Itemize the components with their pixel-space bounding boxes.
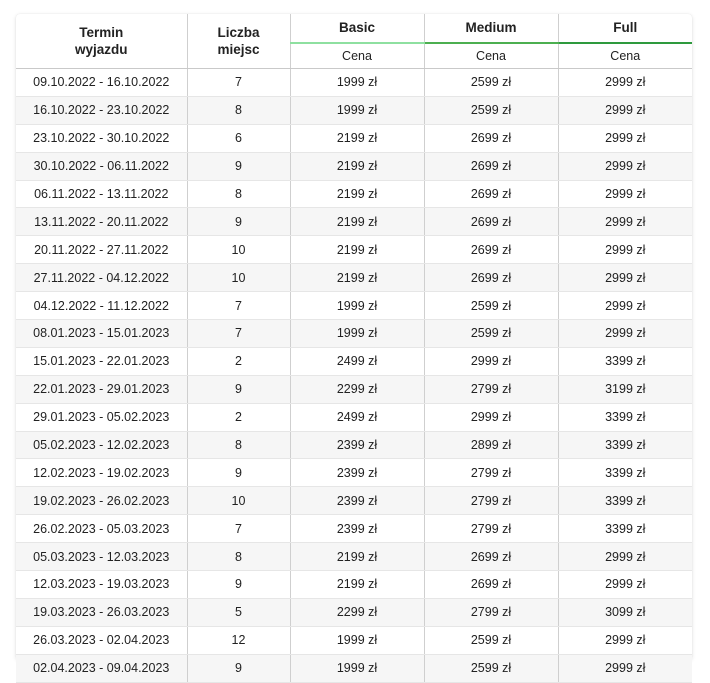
seats-cell: 10 — [187, 264, 290, 292]
price-table — [16, 14, 692, 683]
full-price-cell: 2999 zł — [558, 571, 692, 599]
departure-date-cell: 02.04.2023 - 09.04.2023 — [16, 654, 187, 682]
full-price-cell: 2999 zł — [558, 152, 692, 180]
medium-price-cell: 2799 zł — [424, 375, 558, 403]
basic-price-cell: 2399 zł — [290, 515, 424, 543]
medium-price-cell: 2799 zł — [424, 459, 558, 487]
full-price-cell: 2999 zł — [558, 236, 692, 264]
medium-price-cell: 2599 zł — [424, 320, 558, 348]
table-row — [16, 487, 692, 515]
basic-price-cell: 2199 zł — [290, 543, 424, 571]
seats-cell: 7 — [187, 515, 290, 543]
departure-date-cell: 09.10.2022 - 16.10.2022 — [16, 69, 187, 97]
departure-date-cell: 15.01.2023 - 22.01.2023 — [16, 347, 187, 375]
departure-date-cell: 06.11.2022 - 13.11.2022 — [16, 180, 187, 208]
medium-price-cell: 2799 zł — [424, 487, 558, 515]
table-row — [16, 543, 692, 571]
price-table-card — [16, 14, 692, 676]
basic-price-cell: 2299 zł — [290, 375, 424, 403]
basic-price-cell: 2399 zł — [290, 487, 424, 515]
departure-date-cell: 29.01.2023 - 05.02.2023 — [16, 403, 187, 431]
basic-price-cell: 2199 zł — [290, 208, 424, 236]
departure-date-cell: 04.12.2022 - 11.12.2022 — [16, 292, 187, 320]
seats-cell: 9 — [187, 152, 290, 180]
basic-price-cell: 1999 zł — [290, 96, 424, 124]
full-price-cell: 2999 zł — [558, 69, 692, 97]
table-row — [16, 96, 692, 124]
seats-cell: 12 — [187, 626, 290, 654]
seats-cell: 10 — [187, 236, 290, 264]
table-body — [16, 69, 692, 683]
seats-cell: 5 — [187, 598, 290, 626]
departure-date-cell: 22.01.2023 - 29.01.2023 — [16, 375, 187, 403]
basic-price-cell: 2499 zł — [290, 403, 424, 431]
seats-cell: 8 — [187, 180, 290, 208]
header-medium: Medium — [424, 14, 558, 43]
full-price-cell: 3399 zł — [558, 403, 692, 431]
medium-price-cell: 2699 zł — [424, 124, 558, 152]
table-row — [16, 626, 692, 654]
full-price-cell: 2999 zł — [558, 626, 692, 654]
full-price-cell: 3399 zł — [558, 459, 692, 487]
header-departure-date — [16, 14, 187, 69]
basic-price-cell: 2299 zł — [290, 598, 424, 626]
header-full-price: Cena — [558, 43, 692, 69]
header-seats — [187, 14, 290, 69]
table-row — [16, 459, 692, 487]
seats-cell: 6 — [187, 124, 290, 152]
departure-date-cell: 16.10.2022 - 23.10.2022 — [16, 96, 187, 124]
departure-date-cell: 20.11.2022 - 27.11.2022 — [16, 236, 187, 264]
table-row — [16, 375, 692, 403]
full-price-cell: 3399 zł — [558, 347, 692, 375]
table-row — [16, 69, 692, 97]
table-row — [16, 515, 692, 543]
table-row — [16, 598, 692, 626]
table-row — [16, 208, 692, 236]
departure-date-cell: 12.02.2023 - 19.02.2023 — [16, 459, 187, 487]
table-row — [16, 264, 692, 292]
basic-price-cell: 2199 zł — [290, 152, 424, 180]
seats-cell: 2 — [187, 403, 290, 431]
medium-price-cell: 2699 zł — [424, 208, 558, 236]
basic-price-cell: 1999 zł — [290, 654, 424, 682]
table-row — [16, 152, 692, 180]
departure-date-cell: 08.01.2023 - 15.01.2023 — [16, 320, 187, 348]
basic-price-cell: 2199 zł — [290, 180, 424, 208]
full-price-cell: 3399 zł — [558, 487, 692, 515]
medium-price-cell: 2999 zł — [424, 403, 558, 431]
basic-price-cell: 1999 zł — [290, 292, 424, 320]
medium-price-cell: 2699 zł — [424, 571, 558, 599]
departure-date-cell: 23.10.2022 - 30.10.2022 — [16, 124, 187, 152]
seats-cell: 10 — [187, 487, 290, 515]
table-row — [16, 124, 692, 152]
full-price-cell: 3399 zł — [558, 431, 692, 459]
medium-price-cell: 2599 zł — [424, 96, 558, 124]
medium-price-cell: 2699 zł — [424, 152, 558, 180]
seats-cell: 7 — [187, 292, 290, 320]
full-price-cell: 2999 zł — [558, 124, 692, 152]
full-price-cell: 2999 zł — [558, 292, 692, 320]
basic-price-cell: 1999 zł — [290, 69, 424, 97]
departure-date-cell: 12.03.2023 - 19.03.2023 — [16, 571, 187, 599]
basic-price-cell: 2499 zł — [290, 347, 424, 375]
table-row — [16, 292, 692, 320]
seats-cell: 8 — [187, 96, 290, 124]
full-price-cell: 2999 zł — [558, 543, 692, 571]
seats-cell: 9 — [187, 459, 290, 487]
departure-date-cell: 05.03.2023 - 12.03.2023 — [16, 543, 187, 571]
basic-price-cell: 1999 zł — [290, 626, 424, 654]
medium-price-cell: 2799 zł — [424, 515, 558, 543]
departure-date-cell: 26.02.2023 - 05.03.2023 — [16, 515, 187, 543]
departure-date-cell: 19.02.2023 - 26.02.2023 — [16, 487, 187, 515]
medium-price-cell: 2699 zł — [424, 264, 558, 292]
seats-cell: 9 — [187, 208, 290, 236]
table-row — [16, 320, 692, 348]
header-full: Full — [558, 14, 692, 43]
departure-date-cell: 13.11.2022 - 20.11.2022 — [16, 208, 187, 236]
full-price-cell: 2999 zł — [558, 208, 692, 236]
full-price-cell: 2999 zł — [558, 320, 692, 348]
table-row — [16, 571, 692, 599]
seats-cell: 8 — [187, 543, 290, 571]
table-row — [16, 236, 692, 264]
departure-date-cell: 27.11.2022 - 04.12.2022 — [16, 264, 187, 292]
medium-price-cell: 2599 zł — [424, 654, 558, 682]
medium-price-cell: 2899 zł — [424, 431, 558, 459]
header-basic-price: Cena — [290, 43, 424, 69]
departure-date-cell: 19.03.2023 - 26.03.2023 — [16, 598, 187, 626]
seats-cell: 8 — [187, 431, 290, 459]
medium-price-cell: 2799 zł — [424, 598, 558, 626]
full-price-cell: 2999 zł — [558, 264, 692, 292]
basic-price-cell: 2199 zł — [290, 571, 424, 599]
medium-price-cell: 2599 zł — [424, 69, 558, 97]
medium-price-cell: 2699 zł — [424, 236, 558, 264]
basic-price-cell: 2199 zł — [290, 124, 424, 152]
seats-cell: 9 — [187, 571, 290, 599]
header-seats-label: Liczba miejsc — [217, 25, 260, 57]
full-price-cell: 3399 zł — [558, 515, 692, 543]
table-row — [16, 347, 692, 375]
basic-price-cell: 2399 zł — [290, 459, 424, 487]
seats-cell: 9 — [187, 654, 290, 682]
full-price-cell: 2999 zł — [558, 180, 692, 208]
basic-price-cell: 2199 zł — [290, 236, 424, 264]
seats-cell: 2 — [187, 347, 290, 375]
departure-date-cell: 30.10.2022 - 06.11.2022 — [16, 152, 187, 180]
basic-price-cell: 2399 zł — [290, 431, 424, 459]
table-row — [16, 180, 692, 208]
basic-price-cell: 2199 zł — [290, 264, 424, 292]
basic-price-cell: 1999 zł — [290, 320, 424, 348]
seats-cell: 7 — [187, 69, 290, 97]
seats-cell: 9 — [187, 375, 290, 403]
full-price-cell: 3099 zł — [558, 598, 692, 626]
table-row — [16, 431, 692, 459]
full-price-cell: 2999 zł — [558, 96, 692, 124]
header-departure-date-label: Termin wyjazdu — [74, 25, 128, 57]
full-price-cell: 3199 zł — [558, 375, 692, 403]
full-price-cell: 2999 zł — [558, 654, 692, 682]
header-basic: Basic — [290, 14, 424, 43]
departure-date-cell: 26.03.2023 - 02.04.2023 — [16, 626, 187, 654]
seats-cell: 7 — [187, 320, 290, 348]
medium-price-cell: 2599 zł — [424, 626, 558, 654]
header-medium-price: Cena — [424, 43, 558, 69]
medium-price-cell: 2599 zł — [424, 292, 558, 320]
medium-price-cell: 2699 zł — [424, 543, 558, 571]
medium-price-cell: 2999 zł — [424, 347, 558, 375]
table-row — [16, 403, 692, 431]
table-row — [16, 654, 692, 682]
departure-date-cell: 05.02.2023 - 12.02.2023 — [16, 431, 187, 459]
medium-price-cell: 2699 zł — [424, 180, 558, 208]
